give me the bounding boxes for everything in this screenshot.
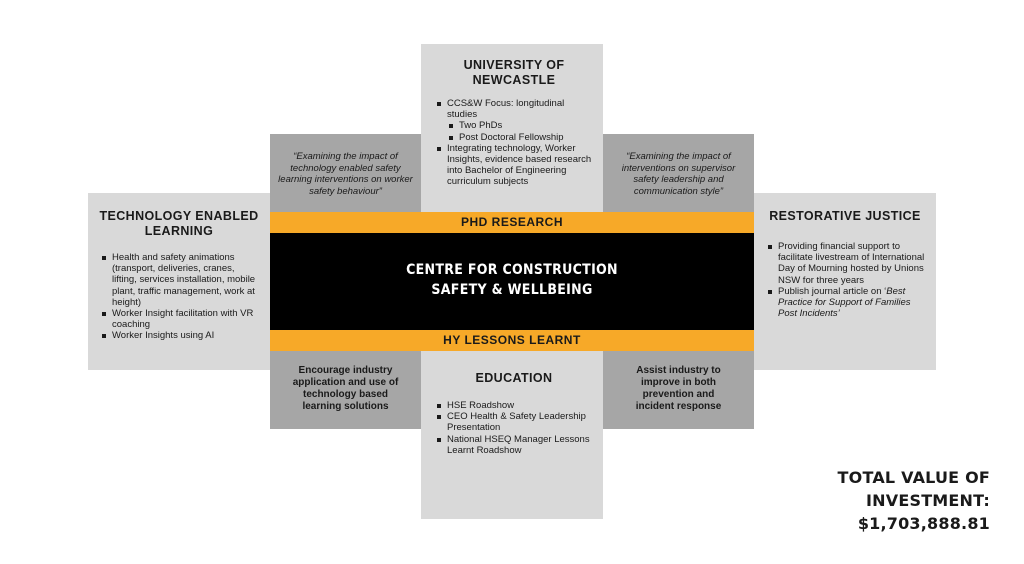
university-box (421, 44, 603, 212)
phd-research-label: PHD RESEARCH (460, 215, 563, 229)
education-list (433, 400, 595, 456)
list-item: Providing financial support to facilitate livestream of International Day of Mourning hosted by Unions NSW for three years (778, 241, 925, 286)
list-item: Worker Insight facilitation with VR coaching (112, 308, 260, 330)
list-item: Publish journal article on ‘Best Practice for Support of Families Post Incidents’ (778, 286, 926, 320)
university-list-2 (433, 143, 595, 188)
list-item: Post Doctoral Fellowship (459, 132, 595, 143)
list-item: CCS&W Focus: longitudinal studies (447, 98, 595, 120)
list-item: Worker Insights using AI (112, 330, 260, 341)
education-box (421, 351, 603, 519)
list-item: HSE Roadshow (447, 400, 595, 411)
list-item: National HSEQ Manager Lessons Learnt Roadshow (447, 434, 595, 456)
assist-text: Assist industry to improve in both prevention and incident response (635, 365, 722, 412)
quote-right: “Examining the impact of interventions on supervisor safety leadership and communication style” (621, 151, 736, 197)
total-investment (740, 466, 990, 535)
quote-right-box (603, 134, 754, 212)
quote-left: “Examining the impact of technology enabled safety learning interventions on worker safety behaviour” (278, 151, 413, 197)
quote-left-box (270, 134, 421, 212)
restorative-box (754, 193, 936, 370)
technology-list (98, 252, 260, 342)
lessons-learnt-label: HY LESSONS LEARNT (443, 333, 581, 347)
total-value: $1,703,888.81 (857, 514, 990, 533)
university-title: UNIVERSITY OF NEWCASTLE (463, 58, 565, 87)
phd-research-bar (270, 212, 754, 233)
education-title: EDUCATION (475, 371, 553, 385)
list-item: Health and safety animations (transport, deliveries, cranes, lifting, services installation, mobile plant, traffic management, work at height) (112, 252, 260, 308)
total-label: TOTAL VALUE OF INVESTMENT: (837, 468, 990, 510)
restorative-title: RESTORATIVE JUSTICE (769, 209, 921, 223)
encourage-text: Encourage industry application and use of technology based learning solutions (292, 365, 399, 412)
list-item: Integrating technology, Worker Insights, evidence based research into Bachelor of Engineering curriculum subjects (447, 143, 595, 188)
assist-box (603, 351, 754, 429)
restorative-list (764, 241, 926, 319)
centre-block (270, 233, 754, 330)
university-list (433, 98, 595, 120)
list-item: Two PhDs (459, 120, 595, 131)
technology-box (88, 193, 270, 370)
lessons-learnt-bar (270, 330, 754, 351)
technology-title: TECHNOLOGY ENABLED LEARNING (99, 209, 259, 238)
encourage-box (270, 351, 421, 429)
centre-title: CENTRE FOR CONSTRUCTION SAFETY & WELLBEING (406, 262, 618, 298)
list-item: CEO Health & Safety Leadership Presentation (447, 411, 595, 433)
university-sublist (433, 120, 595, 142)
